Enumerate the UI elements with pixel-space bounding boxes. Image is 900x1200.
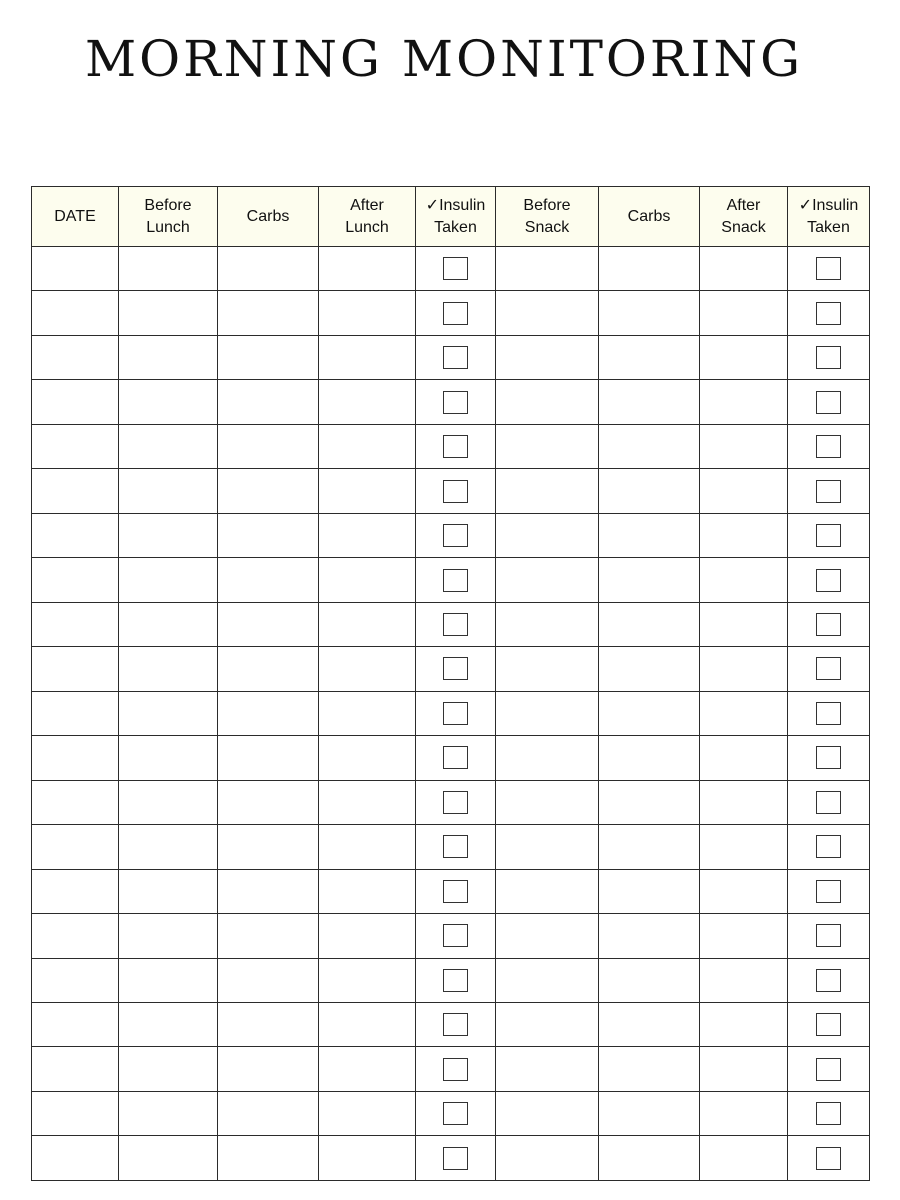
cell-carbs-snack[interactable] [599,469,700,513]
cell-after-snack[interactable] [700,469,788,513]
cell-before-snack[interactable] [496,1091,599,1135]
cell-after-lunch[interactable] [319,1002,416,1046]
cell-before-lunch[interactable] [119,869,218,913]
table-row [32,380,870,424]
cell-date[interactable] [32,691,119,735]
cell-carbs-lunch[interactable] [218,1091,319,1135]
table-row [32,335,870,379]
insulin-taken-checkbox[interactable] [443,835,468,858]
cell-after-snack[interactable] [700,914,788,958]
cell-before-snack[interactable] [496,602,599,646]
cell-after-lunch[interactable] [319,247,416,291]
cell-insulin-snack [788,1047,870,1091]
cell-insulin-snack [788,780,870,824]
cell-after-snack[interactable] [700,558,788,602]
cell-insulin-lunch [416,736,496,780]
cell-insulin-snack [788,691,870,735]
insulin-taken-checkbox[interactable] [443,257,468,280]
cell-after-lunch[interactable] [319,825,416,869]
cell-after-lunch[interactable] [319,558,416,602]
cell-before-snack[interactable] [496,469,599,513]
cell-carbs-lunch[interactable] [218,513,319,557]
cell-date[interactable] [32,958,119,1002]
insulin-taken-checkbox[interactable] [816,702,841,725]
insulin-taken-checkbox[interactable] [816,346,841,369]
insulin-taken-checkbox[interactable] [816,969,841,992]
cell-after-snack[interactable] [700,602,788,646]
insulin-taken-checkbox[interactable] [816,435,841,458]
table-row [32,1002,870,1046]
cell-after-lunch[interactable] [319,469,416,513]
cell-before-snack[interactable] [496,558,599,602]
cell-insulin-lunch [416,1091,496,1135]
insulin-taken-checkbox[interactable] [443,346,468,369]
cell-before-snack[interactable] [496,1002,599,1046]
cell-carbs-snack[interactable] [599,602,700,646]
cell-before-snack[interactable] [496,335,599,379]
table-row [32,513,870,557]
table-row [32,958,870,1002]
cell-carbs-lunch[interactable] [218,780,319,824]
table-row [32,825,870,869]
cell-after-snack[interactable] [700,1091,788,1135]
cell-before-lunch[interactable] [119,602,218,646]
cell-before-lunch[interactable] [119,736,218,780]
cell-before-snack[interactable] [496,291,599,335]
insulin-taken-checkbox[interactable] [816,569,841,592]
cell-before-snack[interactable] [496,825,599,869]
header-insulin-taken-lunch: ✓Insulin Taken [416,187,496,247]
table-row [32,247,870,291]
cell-insulin-lunch [416,602,496,646]
cell-after-lunch[interactable] [319,1136,416,1181]
cell-date[interactable] [32,914,119,958]
insulin-taken-checkbox[interactable] [443,1058,468,1081]
cell-insulin-snack [788,380,870,424]
insulin-taken-checkbox[interactable] [816,1147,841,1170]
insulin-taken-checkbox[interactable] [443,524,468,547]
cell-date[interactable] [32,335,119,379]
cell-after-lunch[interactable] [319,424,416,468]
cell-date[interactable] [32,602,119,646]
cell-insulin-snack [788,424,870,468]
table-row [32,1047,870,1091]
cell-after-lunch[interactable] [319,335,416,379]
cell-insulin-snack [788,825,870,869]
cell-before-snack[interactable] [496,1136,599,1181]
table-row [32,1091,870,1135]
table-row [32,691,870,735]
cell-before-snack[interactable] [496,780,599,824]
insulin-taken-checkbox[interactable] [443,657,468,680]
cell-after-lunch[interactable] [319,1047,416,1091]
cell-carbs-snack[interactable] [599,647,700,691]
cell-after-lunch[interactable] [319,691,416,735]
cell-after-snack[interactable] [700,958,788,1002]
cell-before-snack[interactable] [496,647,599,691]
cell-after-lunch[interactable] [319,513,416,557]
header-row [32,187,870,247]
cell-insulin-lunch [416,469,496,513]
cell-carbs-lunch[interactable] [218,691,319,735]
cell-after-snack[interactable] [700,825,788,869]
cell-before-lunch[interactable] [119,291,218,335]
cell-after-snack[interactable] [700,424,788,468]
cell-carbs-snack[interactable] [599,513,700,557]
cell-before-lunch[interactable] [119,647,218,691]
insulin-taken-checkbox[interactable] [443,613,468,636]
insulin-taken-checkbox[interactable] [816,880,841,903]
insulin-taken-checkbox[interactable] [816,791,841,814]
insulin-taken-checkbox[interactable] [443,702,468,725]
cell-carbs-snack[interactable] [599,1047,700,1091]
cell-insulin-lunch [416,691,496,735]
insulin-taken-checkbox[interactable] [816,524,841,547]
insulin-taken-checkbox[interactable] [443,880,468,903]
cell-insulin-lunch [416,869,496,913]
cell-carbs-lunch[interactable] [218,247,319,291]
cell-carbs-snack[interactable] [599,291,700,335]
cell-before-snack[interactable] [496,914,599,958]
insulin-taken-checkbox[interactable] [443,1013,468,1036]
cell-insulin-snack [788,647,870,691]
cell-carbs-lunch[interactable] [218,469,319,513]
cell-insulin-snack [788,1091,870,1135]
cell-before-lunch[interactable] [119,691,218,735]
cell-carbs-snack[interactable] [599,736,700,780]
cell-before-lunch[interactable] [119,469,218,513]
cell-before-lunch[interactable] [119,558,218,602]
cell-before-snack[interactable] [496,1047,599,1091]
table-body [32,247,870,1181]
cell-insulin-lunch [416,825,496,869]
cell-before-lunch[interactable] [119,424,218,468]
cell-after-lunch[interactable] [319,736,416,780]
insulin-taken-checkbox[interactable] [816,257,841,280]
cell-date[interactable] [32,647,119,691]
insulin-taken-checkbox[interactable] [816,924,841,947]
insulin-taken-checkbox[interactable] [443,435,468,458]
cell-after-lunch[interactable] [319,647,416,691]
table-row [32,291,870,335]
cell-date[interactable] [32,869,119,913]
cell-insulin-snack [788,869,870,913]
cell-after-lunch[interactable] [319,780,416,824]
cell-insulin-lunch [416,1002,496,1046]
header-after-lunch: After Lunch [319,187,416,247]
cell-date[interactable] [32,380,119,424]
cell-before-snack[interactable] [496,247,599,291]
table-row [32,914,870,958]
cell-carbs-lunch[interactable] [218,647,319,691]
cell-carbs-lunch[interactable] [218,1136,319,1181]
header-before-lunch: Before Lunch [119,187,218,247]
cell-before-lunch[interactable] [119,780,218,824]
cell-before-lunch[interactable] [119,958,218,1002]
cell-after-lunch[interactable] [319,1091,416,1135]
insulin-taken-checkbox[interactable] [816,835,841,858]
cell-date[interactable] [32,424,119,468]
cell-after-lunch[interactable] [319,380,416,424]
cell-insulin-lunch [416,247,496,291]
header-date: DATE [32,187,119,247]
cell-before-lunch[interactable] [119,825,218,869]
cell-carbs-snack[interactable] [599,691,700,735]
cell-before-snack[interactable] [496,736,599,780]
cell-carbs-snack[interactable] [599,1002,700,1046]
cell-date[interactable] [32,247,119,291]
table-row [32,736,870,780]
cell-insulin-snack [788,736,870,780]
cell-carbs-lunch[interactable] [218,914,319,958]
cell-insulin-lunch [416,1136,496,1181]
cell-date[interactable] [32,469,119,513]
cell-after-snack[interactable] [700,647,788,691]
cell-date[interactable] [32,825,119,869]
cell-date[interactable] [32,513,119,557]
cell-insulin-lunch [416,380,496,424]
cell-after-lunch[interactable] [319,869,416,913]
table-row [32,469,870,513]
cell-carbs-lunch[interactable] [218,335,319,379]
cell-after-snack[interactable] [700,380,788,424]
cell-before-lunch[interactable] [119,1002,218,1046]
cell-insulin-lunch [416,291,496,335]
cell-before-lunch[interactable] [119,380,218,424]
insulin-taken-checkbox[interactable] [816,391,841,414]
cell-insulin-snack [788,247,870,291]
cell-insulin-lunch [416,914,496,958]
cell-date[interactable] [32,1002,119,1046]
header-after-snack: After Snack [700,187,788,247]
table-row [32,869,870,913]
header-carbs-snack: Carbs [599,187,700,247]
cell-carbs-lunch[interactable] [218,602,319,646]
cell-before-lunch[interactable] [119,1047,218,1091]
cell-date[interactable] [32,1047,119,1091]
insulin-taken-checkbox[interactable] [443,791,468,814]
cell-carbs-snack[interactable] [599,914,700,958]
insulin-taken-checkbox[interactable] [443,480,468,503]
cell-carbs-snack[interactable] [599,335,700,379]
insulin-taken-checkbox[interactable] [443,391,468,414]
cell-insulin-snack [788,958,870,1002]
table-row [32,1136,870,1181]
cell-insulin-snack [788,513,870,557]
cell-after-snack[interactable] [700,291,788,335]
table-row [32,647,870,691]
cell-carbs-lunch[interactable] [218,1047,319,1091]
cell-insulin-snack [788,1136,870,1181]
table-row [32,780,870,824]
cell-insulin-snack [788,291,870,335]
insulin-taken-checkbox[interactable] [816,1102,841,1125]
insulin-taken-checkbox[interactable] [816,613,841,636]
insulin-taken-checkbox[interactable] [443,924,468,947]
cell-before-lunch[interactable] [119,513,218,557]
header-carbs-lunch: Carbs [218,187,319,247]
cell-insulin-lunch [416,424,496,468]
cell-carbs-lunch[interactable] [218,825,319,869]
cell-before-snack[interactable] [496,958,599,1002]
cell-carbs-lunch[interactable] [218,380,319,424]
cell-carbs-snack[interactable] [599,558,700,602]
cell-carbs-snack[interactable] [599,247,700,291]
cell-insulin-lunch [416,513,496,557]
cell-after-lunch[interactable] [319,291,416,335]
insulin-taken-checkbox[interactable] [816,746,841,769]
cell-date[interactable] [32,291,119,335]
insulin-taken-checkbox[interactable] [443,969,468,992]
cell-after-snack[interactable] [700,513,788,557]
cell-insulin-snack [788,469,870,513]
cell-carbs-lunch[interactable] [218,958,319,1002]
cell-before-lunch[interactable] [119,335,218,379]
cell-carbs-lunch[interactable] [218,558,319,602]
insulin-taken-checkbox[interactable] [816,657,841,680]
cell-after-lunch[interactable] [319,958,416,1002]
cell-insulin-snack [788,914,870,958]
cell-insulin-lunch [416,558,496,602]
cell-carbs-lunch[interactable] [218,424,319,468]
cell-before-lunch[interactable] [119,1091,218,1135]
insulin-taken-checkbox[interactable] [443,1147,468,1170]
cell-after-snack[interactable] [700,1002,788,1046]
cell-before-snack[interactable] [496,869,599,913]
cell-insulin-snack [788,1002,870,1046]
cell-insulin-snack [788,558,870,602]
cell-after-snack[interactable] [700,247,788,291]
insulin-taken-checkbox[interactable] [443,302,468,325]
cell-insulin-snack [788,602,870,646]
cell-after-snack[interactable] [700,1047,788,1091]
cell-before-snack[interactable] [496,691,599,735]
cell-insulin-snack [788,335,870,379]
insulin-taken-checkbox[interactable] [443,1102,468,1125]
cell-after-snack[interactable] [700,736,788,780]
cell-carbs-snack[interactable] [599,424,700,468]
cell-carbs-snack[interactable] [599,380,700,424]
cell-date[interactable] [32,736,119,780]
header-before-snack: Before Snack [496,187,599,247]
table-row [32,424,870,468]
cell-date[interactable] [32,1091,119,1135]
cell-after-snack[interactable] [700,691,788,735]
cell-after-snack[interactable] [700,869,788,913]
cell-insulin-lunch [416,647,496,691]
table-row [32,558,870,602]
cell-date[interactable] [32,780,119,824]
monitoring-table [31,186,870,1181]
cell-before-snack[interactable] [496,424,599,468]
cell-insulin-lunch [416,958,496,1002]
cell-carbs-snack[interactable] [599,780,700,824]
cell-before-lunch[interactable] [119,1136,218,1181]
insulin-taken-checkbox[interactable] [443,569,468,592]
cell-carbs-snack[interactable] [599,825,700,869]
cell-after-snack[interactable] [700,1136,788,1181]
cell-carbs-snack[interactable] [599,958,700,1002]
insulin-taken-checkbox[interactable] [816,1013,841,1036]
cell-before-lunch[interactable] [119,914,218,958]
cell-date[interactable] [32,558,119,602]
cell-carbs-lunch[interactable] [218,1002,319,1046]
cell-carbs-snack[interactable] [599,1091,700,1135]
cell-carbs-lunch[interactable] [218,291,319,335]
cell-insulin-lunch [416,1047,496,1091]
insulin-taken-checkbox[interactable] [443,746,468,769]
cell-after-lunch[interactable] [319,914,416,958]
cell-after-snack[interactable] [700,780,788,824]
insulin-taken-checkbox[interactable] [816,1058,841,1081]
cell-carbs-snack[interactable] [599,1136,700,1181]
cell-before-snack[interactable] [496,513,599,557]
cell-date[interactable] [32,1136,119,1181]
cell-insulin-lunch [416,335,496,379]
cell-after-lunch[interactable] [319,602,416,646]
header-insulin-taken-snack: ✓Insulin Taken [788,187,870,247]
cell-before-snack[interactable] [496,380,599,424]
cell-carbs-snack[interactable] [599,869,700,913]
cell-carbs-lunch[interactable] [218,736,319,780]
insulin-taken-checkbox[interactable] [816,302,841,325]
page-title: MORNING MONITORING [84,30,804,88]
cell-carbs-lunch[interactable] [218,869,319,913]
insulin-taken-checkbox[interactable] [816,480,841,503]
cell-before-lunch[interactable] [119,247,218,291]
cell-after-snack[interactable] [700,335,788,379]
cell-insulin-lunch [416,780,496,824]
table-row [32,602,870,646]
